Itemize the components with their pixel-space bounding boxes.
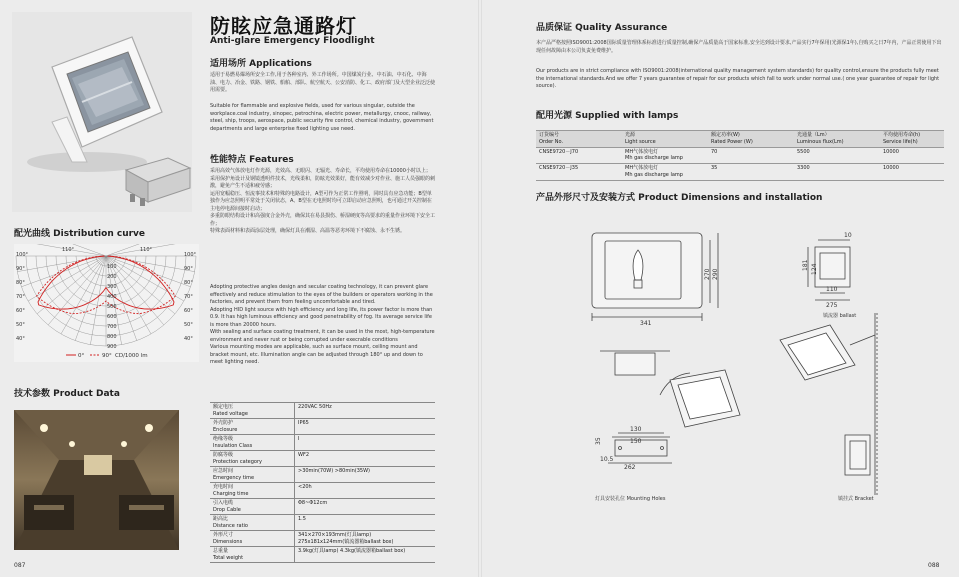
table-row: [210, 499, 435, 515]
row-order: CNSE9720－J70: [536, 147, 622, 164]
mounting-holes-drawing: [595, 426, 672, 502]
dim-lamp-width: 341: [640, 320, 652, 327]
spec-value: IP65: [295, 419, 436, 435]
spec-key: [210, 547, 295, 563]
table-row: [210, 531, 435, 547]
spec-key: [210, 435, 295, 451]
spec-value: 341×270×193mm(灯具lamp) 275x181x124mm(镇流器箱ballast box): [295, 531, 436, 547]
spec-key-cn: 额定电压: [213, 404, 234, 410]
angle-label-left: 50°: [16, 322, 25, 328]
row-flux: 5500: [794, 147, 880, 164]
table-row: [210, 547, 435, 563]
row-source-en: Mh gas discharge lamp: [625, 171, 683, 178]
dim-lamp-height-b: 290: [712, 268, 719, 280]
spec-key-cn: 绝缘等级: [213, 436, 234, 442]
col-life-en: Service life(h): [883, 138, 918, 145]
col-life-cn: 平均使用寿命(h): [883, 132, 921, 138]
legend-unit: CD/1000 lm: [115, 353, 148, 359]
angle-label-left: 70°: [16, 294, 25, 300]
table-row: [536, 164, 944, 181]
spec-value: I: [295, 435, 436, 451]
row-power: 70: [708, 147, 794, 164]
holes-caption: 灯具安装孔位 Mounting Holes: [595, 496, 666, 502]
spec-key-en: Enclosure: [213, 426, 238, 433]
angle-label-left: 100°: [16, 252, 29, 258]
radial-label: 600: [107, 314, 117, 320]
product-title-cn: 防眩应急通路灯: [210, 14, 357, 38]
radial-label: 700: [107, 324, 117, 330]
features-text-en: Adopting protective angles design and secular coating technology, it can prevent glare effectively and reduce stimulation to the eyes of the builders or operators working in the factories, and prevent them from feeling uncomfortable and tired. Adopting HID light source with high efficiency and long life, its power factor is more than 0.9. It has high luminous efficiency and good penetrability of fog. Its average service life is more than 20000 hours. With sealing and surface coating treatment, it can be used in the most, high-temperature environment and never rust or being corrupted under execrable conditions Various mounting modes are applicable, such as surface mount, ceiling mount and bracket mount, etc. Illumination angle can be adjusted through 180° up and down to meet lighting need.: [210, 284, 435, 365]
angle-label-right: 60°: [184, 308, 193, 314]
angle-label-right: 70°: [184, 294, 193, 300]
radial-label: 200: [107, 274, 117, 280]
spec-key: [210, 499, 295, 515]
page-number-right: 088: [928, 562, 940, 569]
spec-key-cn: 充电时间: [213, 484, 234, 490]
spec-key: [210, 467, 295, 483]
spec-key-en: Rated voltage: [213, 410, 248, 417]
row-source-en: Mh gas discharge lamp: [625, 155, 683, 162]
lamps-heading: 配用光源 Supplied with lamps: [536, 111, 679, 121]
dim-holes-130: 130: [630, 426, 642, 433]
spec-value: WF2: [295, 451, 436, 467]
ballast-box-photo: [118, 150, 196, 208]
row-life: 10000: [880, 164, 944, 181]
features-heading: 性能特点 Features: [210, 155, 294, 165]
supplied-lamps-table: [536, 130, 944, 181]
dim-holes-150: 150: [630, 438, 642, 445]
table-row: [210, 403, 435, 419]
spec-key-en: Total weight: [213, 554, 244, 561]
dim-lamp-height-a: 270: [704, 268, 711, 280]
dim-ballast-top: 10: [844, 232, 852, 239]
page-gutter: [478, 0, 482, 577]
col-order-en: Order No.: [539, 138, 564, 145]
dim-ballast-h2: 124: [811, 263, 818, 275]
spec-key-en: Emergency time: [213, 474, 255, 481]
distribution-heading: 配光曲线 Distribution curve: [14, 229, 146, 239]
col-power-cn: 额定功率(W): [711, 132, 740, 138]
spec-value: 220VAC 50Hz: [295, 403, 436, 419]
ballast-caption: 镇流器 ballast: [823, 313, 857, 319]
legend-label-0: 0°: [78, 353, 85, 359]
applications-text-cn: 适用于易燃易爆场所安全工作,用于各种室内、外工作场所。中国煤炭行业、中石油、中石化、中海油、电力、冶金、铁路、钢铁、船舶、部队、航空航天、公安消防、化工、政府部门及大型企业泛泛使用需要。: [210, 72, 436, 93]
spec-key: [210, 515, 295, 531]
angle-label-left: 80°: [16, 280, 25, 286]
spec-key-en: Dimensions: [213, 538, 243, 545]
quality-text-cn: 本产品严格按照ISO9001:2008国际质量管理体系标准进行质量控制,确保产品质量高于国家标准,安全达到设计要求,产品实行7年保用(光源保1年),自购买之日7年内，产品正常使用下出现任何故障由本公司负责免费维护。: [536, 40, 942, 54]
quality-heading: 品质保证 Quality Assurance: [536, 23, 668, 33]
legend-label-90: 90°: [102, 353, 112, 359]
table-row: [210, 419, 435, 435]
table-row: [210, 515, 435, 531]
lamp-side-view: [600, 351, 740, 427]
spec-key-en: Charging time: [213, 490, 249, 497]
spec-key-cn: 引入电缆: [213, 500, 234, 506]
spec-key: [210, 451, 295, 467]
applications-heading: 适用场所 Applications: [210, 59, 312, 69]
distribution-curve-chart: [14, 244, 199, 362]
dim-ballast-w2: 275: [826, 302, 838, 309]
dim-holes-262: 262: [624, 464, 636, 471]
page-number-left: 087: [14, 562, 26, 569]
angle-label-left: 60°: [16, 308, 25, 314]
col-source-en: Light source: [625, 138, 656, 145]
dim-holes-35: 35: [595, 437, 602, 445]
radial-label: 500: [107, 304, 117, 310]
spec-key-cn: 距高比: [213, 516, 229, 522]
features-text-cn: 采用高效气体放电灯作光源，光效高、无眼闪、无辐光、寿命长，平均使用寿命在10000小时以上； 采用保护角设计及钢镜透明件技术，光线柔和，防眩光效果好，能有效减少对作业、施工人员强眼的刺激，避免产生不适和疲劳感； 运用宽幅稳压、恒流事技术和特殊的电路设计，A型可作为正常工作照明，同时具有应急功能；B型单独作为应急照明平常处于关闭状态，A、B型在无电照时均可立即启动应急照明，也可通过开关控制在主电停电源间接时启动； 多重防眼结构设计和高强度合金外壳，确保其在易县损伤、桥湿硬度等高要求的重量作业环境下安全工作； 特殊表面材料和表面涂层处理，确保灯具在潮湿、高温等恶劣环境下不腐蚀、永不生锈。: [210, 168, 436, 234]
spec-value: 1.5: [295, 515, 436, 531]
spec-key-cn: 应急时间: [213, 468, 234, 474]
product-data-heading: 技术参数 Product Data: [14, 389, 120, 399]
spec-key-en: Distance ratio: [213, 522, 248, 529]
spec-key-cn: 外壳防护: [213, 420, 234, 426]
ballast-drawing: [802, 232, 856, 319]
col-flux-cn: 光通量（Lm）: [797, 132, 830, 138]
angle-label-right: 50°: [184, 322, 193, 328]
table-row: [210, 467, 435, 483]
spec-value: <20h: [295, 483, 436, 499]
table-row: [210, 451, 435, 467]
spec-key-cn: 外形尺寸: [213, 532, 234, 538]
dim-ballast-w1: 110: [826, 286, 838, 293]
dim-ballast-h1: 181: [802, 259, 809, 271]
lamp-front-view: [592, 233, 719, 327]
spec-value: Φ8~Φ12cm: [295, 499, 436, 515]
col-flux-en: Luminous flux(Lm): [797, 138, 844, 145]
radial-label: 800: [107, 334, 117, 340]
angle-label-right: 80°: [184, 280, 193, 286]
angle-label-top-left: 110°: [62, 247, 75, 253]
product-title-en: Anti-glare Emergency Floodlight: [210, 36, 375, 46]
table-row: [210, 435, 435, 451]
radial-label: 900: [107, 344, 117, 350]
spec-key: [210, 403, 295, 419]
angle-label-right: 40°: [184, 336, 193, 342]
applications-text-en: Suitable for flammable and explosive fields, used for various singular, outside the workplace.coal industry, sinopec, petrochina, electric power, metallurgy, cnooc, railway, steel, ship, troops, aerospace, public security fire control, chemical industry, government departments and large enterprise fixed lighting use need.: [210, 103, 434, 132]
angle-label-top-right: 110°: [140, 247, 153, 253]
spec-key: [210, 531, 295, 547]
row-source-cn: MH气体放电灯: [625, 148, 659, 155]
angle-label-right: 90°: [184, 266, 193, 272]
spec-key-en: Protection category: [213, 458, 262, 465]
table-row: [536, 147, 944, 164]
bracket-mount-drawing: [780, 313, 877, 502]
installation-scene-photo: [14, 410, 179, 550]
radial-label: 300: [107, 284, 117, 290]
spec-value: >30min(70W) >80min(35W): [295, 467, 436, 483]
row-order: CNSE9720－J35: [536, 164, 622, 181]
col-source-cn: 光源: [625, 132, 636, 138]
radial-label: 400: [107, 294, 117, 300]
quality-text-en: Our products are in strict compliance with ISO9001:2008(international quality management system standards) for quality control,ensure the products fully meet the international standards.And we offer 7 years guarantee of repair for our products which fall to work under normal use.( one year guarantee of repair for light source).: [536, 68, 940, 89]
spec-key-en: Insulation Class: [213, 442, 253, 449]
col-order-cn: 订货编号: [539, 132, 560, 138]
row-power: 35: [708, 164, 794, 181]
dimension-drawings: [560, 205, 950, 515]
dim-holes-105: 10.5: [600, 456, 614, 463]
spec-key-en: Drop Cable: [213, 506, 241, 513]
dimensions-heading: 产品外形尺寸及安装方式 Product Dimensions and installation: [536, 193, 823, 203]
spec-key-cn: 防腐等级: [213, 452, 234, 458]
spec-key: [210, 419, 295, 435]
angle-label-right: 100°: [184, 252, 197, 258]
col-power-en: Rated Power (W): [711, 138, 753, 145]
angle-label-left: 90°: [16, 266, 25, 272]
angle-label-left: 40°: [16, 336, 25, 342]
spec-key: [210, 483, 295, 499]
row-life: 10000: [880, 147, 944, 164]
radial-label: 100: [107, 264, 117, 270]
spec-key-cn: 总重量: [213, 548, 229, 554]
row-source-cn: MH气体放电灯: [625, 165, 659, 171]
table-row: [210, 483, 435, 499]
bracket-caption: 镇挂式 Bracket: [838, 496, 874, 502]
lamps-table-header: [536, 131, 944, 148]
spec-value: 3.9kg(灯具lamp) 4.3kg(镇流器箱ballast box): [295, 547, 436, 563]
row-flux: 3300: [794, 164, 880, 181]
product-data-table: [210, 402, 435, 563]
